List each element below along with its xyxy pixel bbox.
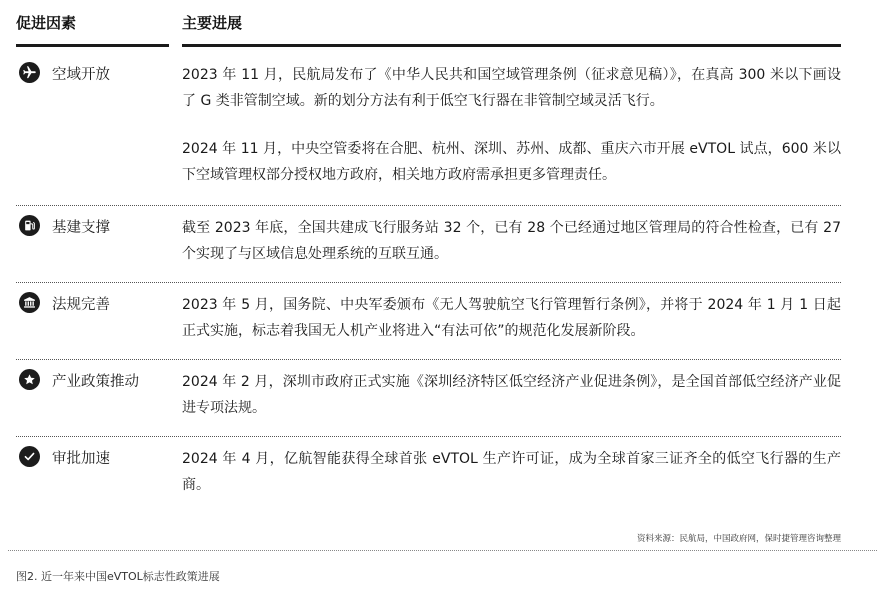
progress-cell bbox=[182, 62, 841, 188]
table-header bbox=[16, 0, 841, 48]
progress-cell bbox=[182, 215, 841, 267]
airplane-icon bbox=[19, 62, 40, 83]
progress-column-header: 主要进展 bbox=[182, 14, 243, 32]
row-divider bbox=[16, 359, 841, 360]
figure-caption: 图2. 近一年来中国eVTOL标志性政策进展 bbox=[16, 570, 220, 583]
factor-label: 空域开放 bbox=[52, 67, 110, 83]
progress-cell bbox=[182, 446, 841, 498]
row-divider bbox=[16, 282, 841, 283]
progress-paragraph: 2023 年 11 月，民航局发布了《中华人民共和国空域管理条例（征求意见稿）》，在真高 300 米以下画设了 G 类非管制空域。新的划分方法有利于低空飞行器在非管制空域灵活飞行。 bbox=[182, 67, 841, 109]
source-note: 资料来源：民航局，中国政府网，保时捷管理咨询整理 bbox=[636, 534, 841, 544]
government-building-icon bbox=[19, 292, 40, 313]
progress-paragraph: 2024 年 4 月，亿航智能获得全球首张 eVTOL 生产许可证，成为全球首家三证齐全的低空飞行器的生产商。 bbox=[182, 451, 841, 493]
progress-paragraph: 2023 年 5 月，国务院、中央军委颁布《无人驾驶航空飞行管理暂行条例》，并将于 2024 年 1 月 1 日起正式实施，标志着我国无人机产业将进入“有法可依”的规范化发展新阶段。 bbox=[182, 297, 841, 339]
factor-column-header: 促进因素 bbox=[16, 14, 77, 32]
row-divider bbox=[16, 205, 841, 206]
row-divider bbox=[16, 436, 841, 437]
factor-label: 基建支撑 bbox=[52, 220, 110, 236]
charging-station-icon bbox=[19, 215, 40, 236]
progress-paragraph: 截至 2023 年底，全国共建成飞行服务站 32 个，已有 28 个已经通过地区管理局的符合性检查，已有 27 个实现了与区域信息处理系统的互联互通。 bbox=[182, 220, 841, 262]
factor-label: 法规完善 bbox=[52, 297, 110, 313]
check-icon bbox=[19, 446, 40, 467]
progress-paragraph: 2024 年 11 月，中央空管委将在合肥、杭州、深圳、苏州、成都、重庆六市开展 eVTOL 试点，600 米以下空域管理权部分授权地方政府，相关地方政府需承担更多管理责任。 bbox=[182, 141, 841, 183]
progress-cell bbox=[182, 369, 841, 421]
factor-label: 审批加速 bbox=[52, 451, 110, 467]
star-icon bbox=[19, 369, 40, 390]
factor-label: 产业政策推动 bbox=[52, 374, 139, 390]
factor-header-rule bbox=[16, 44, 169, 47]
progress-paragraph: 2024 年 2 月，深圳市政府正式实施《深圳经济特区低空经济产业促进条例》，是全国首部低空经济产业促进专项法规。 bbox=[182, 374, 841, 416]
progress-header-rule bbox=[182, 44, 841, 47]
progress-cell bbox=[182, 292, 841, 344]
caption-divider bbox=[8, 550, 877, 551]
